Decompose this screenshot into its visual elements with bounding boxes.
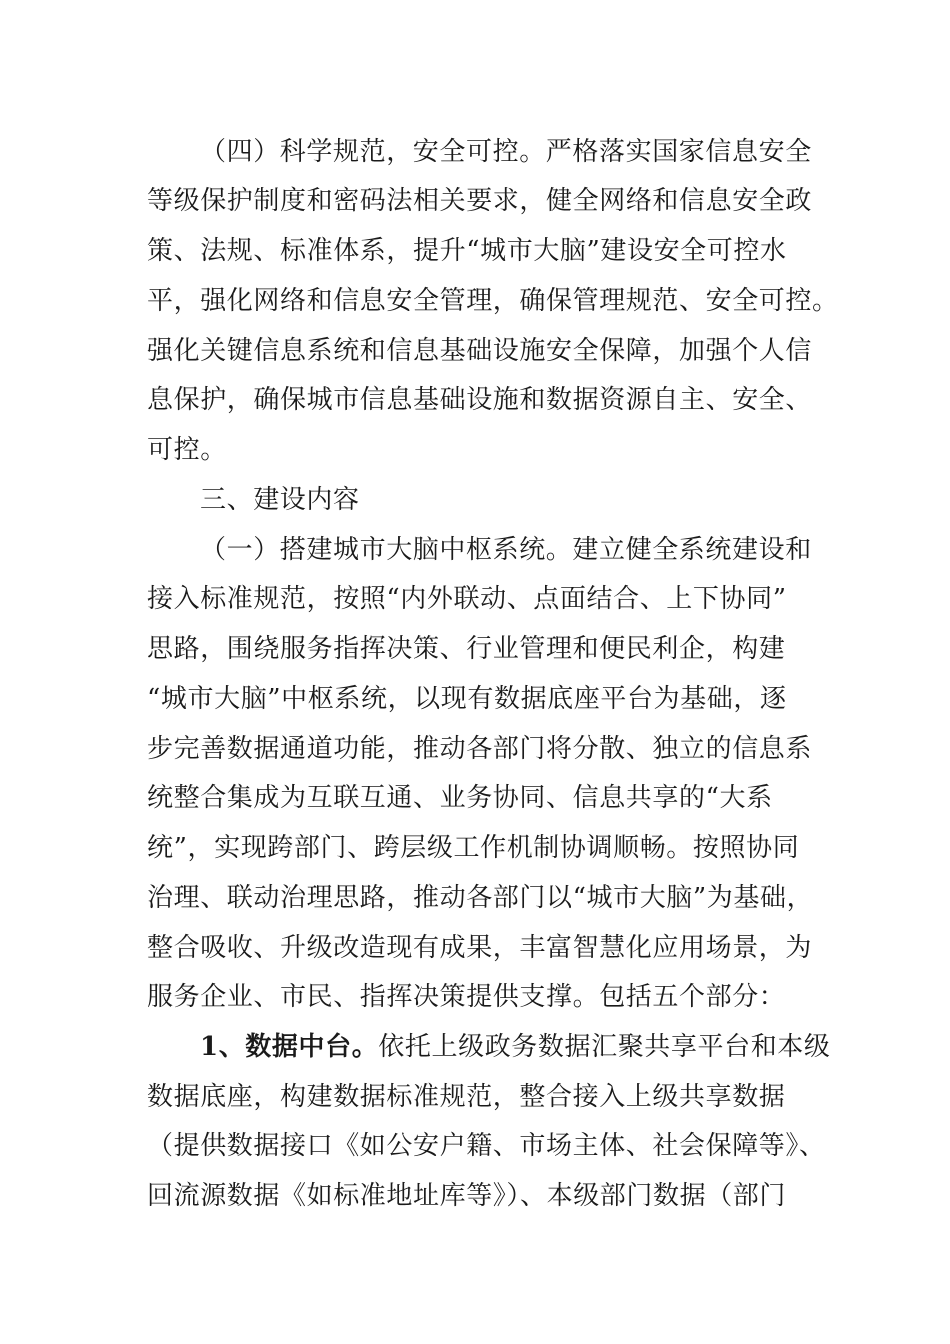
para-yi-line-3: 思路，围绕服务指挥决策、行业管理和便民利企，构建	[147, 634, 786, 664]
para-si-line-7: 可控。	[147, 435, 227, 465]
para-si-line-3: 策、法规、标准体系，提升“城市大脑”建设安全可控水	[147, 236, 787, 266]
para-yi-line-2: 接入标准规范，按照“内外联动、点面结合、上下协同”	[147, 584, 787, 614]
para-si-line-4: 平，强化网络和信息安全管理，确保管理规范、安全可控。	[147, 286, 839, 316]
para-si-line-5: 强化关键信息系统和信息基础设施安全保障，加强个人信	[147, 336, 813, 366]
para-yi-line-6: 统整合集成为互联互通、业务协同、信息共享的“大系	[147, 783, 773, 813]
item1-line-2: 数据底座，构建数据标准规范，整合接入上级共享数据	[147, 1082, 786, 1112]
para-yi-line-8: 治理、联动治理思路，推动各部门以“城市大脑”为基础，	[147, 883, 814, 913]
item1-first-line	[200, 1031, 831, 1063]
para-yi-line-1: （一）搭建城市大脑中枢系统。建立健全系统建设和	[200, 535, 812, 565]
para-yi-line-9: 整合吸收、升级改造现有成果，丰富智慧化应用场景，为	[147, 933, 813, 963]
section-heading: 三、建设内容	[200, 485, 360, 515]
item1-first-rest: 依托上级政务数据汇聚共享平台和本级	[378, 1032, 831, 1062]
para-si-line-6: 息保护，确保城市信息基础设施和数据资源自主、安全、	[147, 385, 813, 415]
item1-line-4: 回流源数据《如标准地址库等》）、本级部门数据（部门	[147, 1181, 787, 1211]
para-si-line-2: 等级保护制度和密码法相关要求，健全网络和信息安全政	[147, 186, 813, 216]
item1-title: 1、数据中台。	[200, 1032, 379, 1062]
para-yi-line-4: “城市大脑”中枢系统，以现有数据底座平台为基础，逐	[147, 684, 787, 714]
para-yi-line-7: 统”，实现跨部门、跨层级工作机制协调顺畅。按照协同	[147, 833, 800, 863]
para-si-line-1: （四）科学规范，安全可控。严格落实国家信息安全	[200, 137, 812, 167]
para-yi-line-10: 服务企业、市民、指挥决策提供支撑。包括五个部分：	[147, 982, 786, 1012]
item1-line-3: （提供数据接口《如公安户籍、市场主体、社会保障等》、	[147, 1131, 826, 1161]
para-yi-line-5: 步完善数据通道功能，推动各部门将分散、独立的信息系	[147, 734, 813, 764]
